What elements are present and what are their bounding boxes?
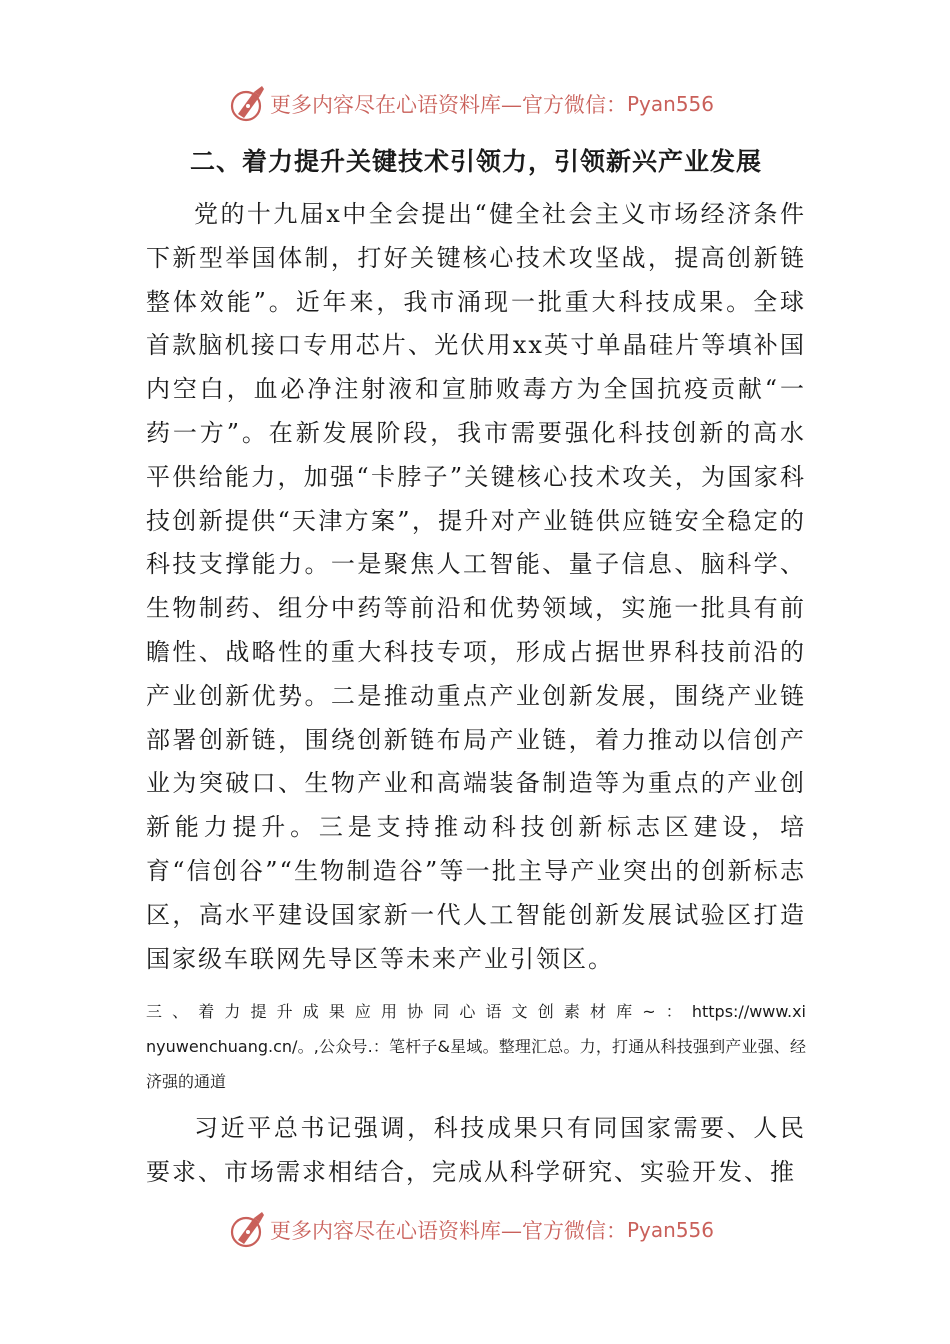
- body-paragraph-1: 党的十九届x中全会提出“健全社会主义市场经济条件下新型举国体制，打好关键核心技术攻坚战，提高创新链整体效能”。近年来，我市涌现一批重大科技成果。全球首款脑机接口专用芯片、光伏用xx英寸单晶硅片等填补国内空白，血必净注射液和宣肺败毒方为全国抗疫贡献“一药一方”。在新发展阶段，我市需要强化科技创新的高水平供给能力，加强“卡脖子”关键核心技术攻关，为国家科技创新提供“天津方案”，提升对产业链供应链安全稳定的科技支撑能力。一是聚焦人工智能、量子信息、脑科学、生物制药、组分中药等前沿和优势领域，实施一批具有前瞻性、战略性的重大科技专项，形成占据世界科技前沿的产业创新优势。二是推动重点产业创新发展，围绕产业链部署创新链，围绕创新链布局产业链，着力推动以信创产业为突破口、生物产业和高端装备制造等为重点的产业创新能力提升。三是支持推动科技创新标志区建设，培育“信创谷”“生物制造谷”等一批主导产业突出的创新标志区，高水平建设国家新一代人工智能创新发展试验区打造国家级车联网先导区等未来产业引领区。: [146, 200, 806, 973]
- banner-text: 更多内容尽在心语资料库—官方微信：: [270, 1219, 627, 1243]
- banner-text: 更多内容尽在心语资料库—官方微信：: [270, 93, 627, 117]
- header-banner: [228, 84, 714, 124]
- pen-nib-circle-icon: [228, 84, 268, 124]
- section-title: 二、着力提升关键技术引领力，引领新兴产业发展: [189, 147, 762, 176]
- note-paragraph: [146, 994, 806, 1099]
- note-heading-text: 三、着力提升成果应用协同心语文创素材库~：: [146, 1002, 692, 1021]
- body-paragraph-2: 习近平总书记强调，科技成果只有同国家需要、人民要求、市场需求相结合，完成从科学研究、实验开发、推: [146, 1114, 806, 1186]
- footer-banner: [228, 1210, 714, 1250]
- note-link-text: https://www.xinyuwenchuang.cn/。,公众号.：笔杆子&星域。整理汇总。力，打通从科技强到产业强、经济强的通道: [146, 1002, 806, 1091]
- pen-nib-circle-icon: [228, 1210, 268, 1250]
- banner-wechat-id: Pyan556: [627, 1218, 715, 1242]
- banner-wechat-id: Pyan556: [627, 92, 715, 116]
